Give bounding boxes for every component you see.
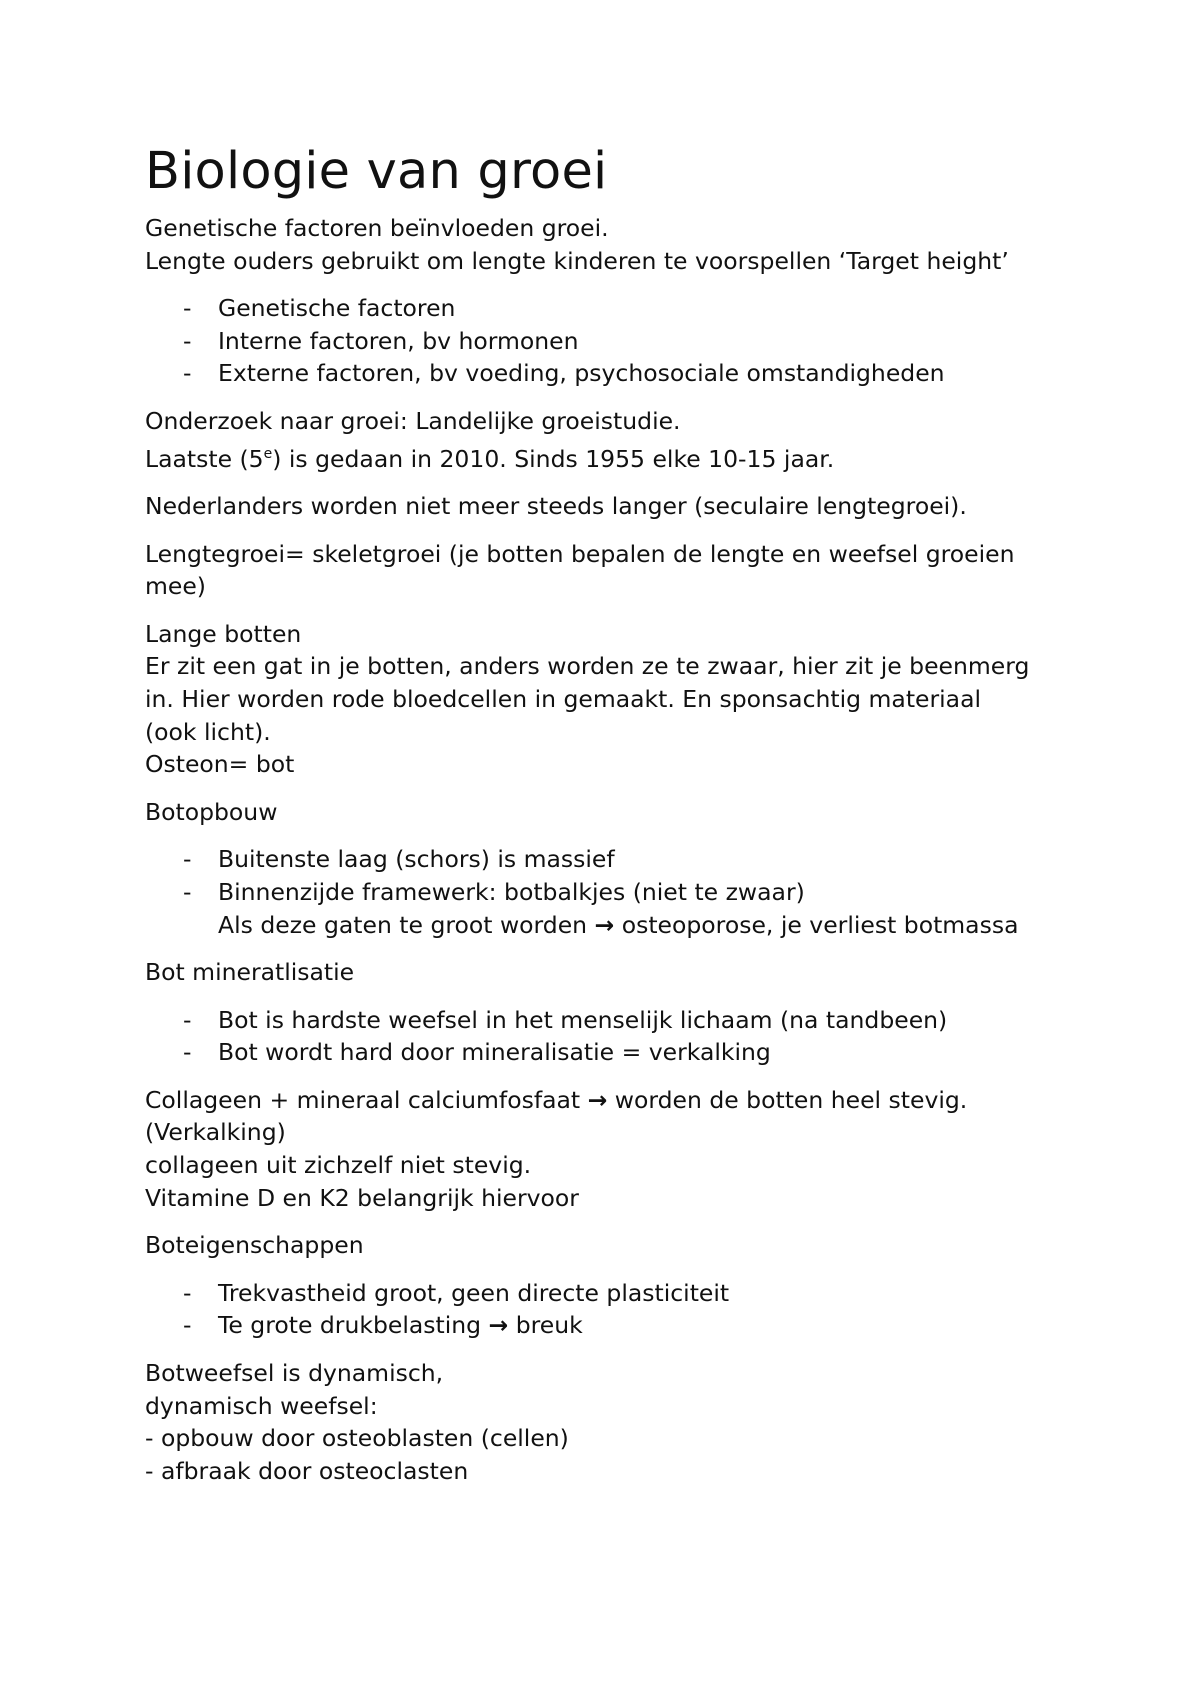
dynamisch-line: Botweefsel is dynamisch, — [145, 1359, 444, 1388]
eigenschappen-list — [145, 1277, 1105, 1342]
list-item-text: breuk — [508, 1311, 583, 1340]
list-item — [145, 843, 1105, 876]
list-item-text: Te grote drukbelasting — [218, 1311, 489, 1340]
list-item-text: Als deze gaten te groot worden — [218, 910, 595, 939]
list-item — [145, 1277, 1105, 1310]
intro-line-1: Genetische factoren beïnvloeden groei. — [145, 214, 609, 242]
collageen-line: Vitamine D en K2 belangrijk hiervoor — [145, 1183, 579, 1212]
lange-botten-paragraph — [145, 618, 1105, 781]
list-item — [145, 1004, 1105, 1037]
botopbouw-heading — [145, 796, 1105, 829]
list-item-text: Trekvastheid groot, geen directe plasticiteit — [218, 1278, 730, 1307]
intro-paragraph — [145, 212, 1105, 277]
dynamisch-paragraph — [145, 1357, 1105, 1487]
intro-line-2: Lengte ouders gebruikt om lengte kinderen te voorspellen ‘Target height’ — [145, 246, 1009, 275]
list-item — [145, 292, 1105, 325]
arrow-right-icon: → — [587, 1085, 608, 1114]
botopbouw-list — [145, 843, 1105, 941]
list-item-text: Interne factoren, bv hormonen — [218, 326, 579, 355]
document-page — [145, 140, 1105, 1502]
section-heading: Botopbouw — [145, 797, 278, 826]
lengtegroei-paragraph — [145, 538, 1105, 603]
bullet-dash: - — [183, 845, 192, 874]
nederlanders-line: Nederlanders worden niet meer steeds langer (seculaire lengtegroei). — [145, 491, 967, 520]
onderzoek-text: ) is gedaan in 2010. Sinds 1955 elke 10-15 jaar. — [272, 444, 835, 473]
bullet-dash: - — [183, 294, 192, 323]
document-title: Biologie van groei — [145, 142, 608, 201]
lange-botten-line: (ook licht). — [145, 717, 271, 746]
lengtegroei-line-1: Lengtegroei= skeletgroei (je botten bepalen de lengte en weefsel groeien — [145, 539, 1015, 568]
list-item — [145, 1309, 1105, 1342]
lange-botten-line: Osteon= bot — [145, 750, 295, 779]
list-item — [145, 357, 1105, 390]
arrow-right-icon: → — [594, 910, 615, 939]
collageen-line-1 — [145, 1084, 1105, 1117]
bullet-dash: - — [183, 1311, 192, 1340]
mineralisatie-list — [145, 1004, 1105, 1069]
section-heading: Bot mineratlisatie — [145, 958, 355, 987]
lengtegroei-line-2: mee) — [145, 572, 206, 601]
list-item-text: Bot is hardste weefsel in het menselijk lichaam (na tandbeen) — [218, 1005, 948, 1034]
collageen-paragraph — [145, 1084, 1105, 1214]
superscript: e — [263, 445, 273, 462]
collageen-text: worden de botten heel stevig. — [607, 1085, 968, 1114]
list-item-text: Externe factoren, bv voeding, psychosociale omstandigheden — [218, 359, 945, 388]
dynamisch-line: - afbraak door osteoclasten — [145, 1456, 469, 1485]
list-item-text: Genetische factoren — [218, 294, 456, 323]
list-item — [145, 876, 1105, 941]
mineralisatie-heading — [145, 956, 1105, 989]
eigenschappen-heading — [145, 1229, 1105, 1262]
lange-botten-heading: Lange botten — [145, 619, 302, 648]
onderzoek-line-2 — [145, 438, 1105, 475]
lange-botten-line: Er zit een gat in je botten, anders worden ze te zwaar, hier zit je beenmerg — [145, 652, 1030, 681]
collageen-text: Collageen + mineraal calciumfosfaat — [145, 1085, 588, 1114]
dynamisch-line: - opbouw door osteoblasten (cellen) — [145, 1424, 569, 1453]
nederlanders-paragraph — [145, 490, 1105, 523]
factors-list — [145, 292, 1105, 390]
list-item-text: Bot wordt hard door mineralisatie = verkalking — [218, 1038, 771, 1067]
dynamisch-line: dynamisch weefsel: — [145, 1391, 378, 1420]
list-item-continuation — [218, 909, 1105, 942]
section-heading: Boteigenschappen — [145, 1231, 364, 1260]
list-item — [145, 325, 1105, 358]
bullet-dash: - — [183, 1038, 192, 1067]
list-item — [145, 1036, 1105, 1069]
list-item-text: Buitenste laag (schors) is massief — [218, 845, 615, 874]
list-item-text: Binnenzijde framewerk: botbalkjes (niet te zwaar) — [218, 877, 805, 906]
bullet-dash: - — [183, 1005, 192, 1034]
bullet-dash: - — [183, 877, 192, 906]
onderzoek-paragraph — [145, 405, 1105, 475]
bullet-dash: - — [183, 326, 192, 355]
collageen-line: (Verkalking) — [145, 1118, 286, 1147]
arrow-right-icon: → — [488, 1311, 509, 1340]
bullet-dash: - — [183, 359, 192, 388]
onderzoek-line-1: Onderzoek naar groei: Landelijke groeistudie. — [145, 406, 681, 435]
lange-botten-line: in. Hier worden rode bloedcellen in gemaakt. En sponsachtig materiaal — [145, 684, 982, 713]
collageen-line: collageen uit zichzelf niet stevig. — [145, 1151, 532, 1180]
list-item-text: osteoporose, je verliest botmassa — [614, 910, 1019, 939]
bullet-dash: - — [183, 1278, 192, 1307]
onderzoek-text: Laatste (5 — [145, 444, 264, 473]
